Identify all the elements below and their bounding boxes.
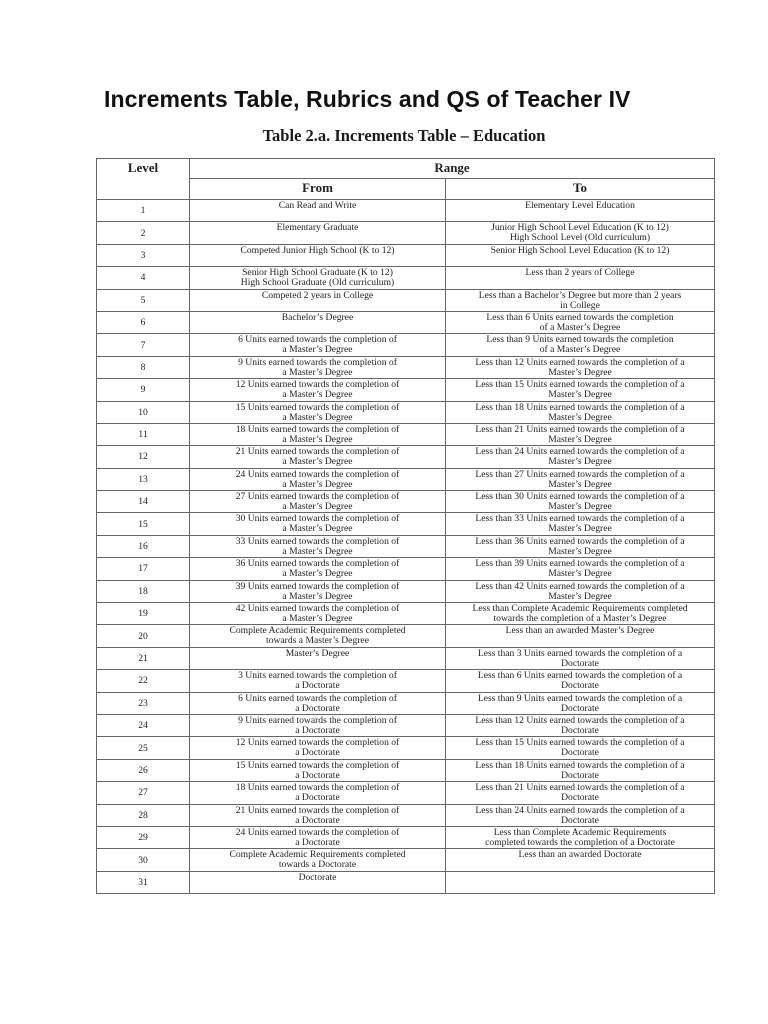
level-cell: 19 bbox=[97, 603, 190, 625]
table-row bbox=[97, 334, 715, 356]
to-cell: Less than an awarded Doctorate bbox=[446, 849, 715, 871]
to-cell: Less than 36 Units earned towards the completion of a Master’s Degree bbox=[446, 535, 715, 557]
level-cell: 16 bbox=[97, 535, 190, 557]
from-cell: 12 Units earned towards the completion of a Master’s Degree bbox=[190, 379, 446, 401]
to-cell: Less than 42 Units earned towards the completion of a Master’s Degree bbox=[446, 580, 715, 602]
table-row bbox=[97, 871, 715, 893]
to-cell: Less than 18 Units earned towards the completion of a Doctorate bbox=[446, 759, 715, 781]
level-cell: 6 bbox=[97, 311, 190, 333]
table-body bbox=[97, 200, 715, 894]
level-cell: 28 bbox=[97, 804, 190, 826]
level-cell: 2 bbox=[97, 222, 190, 244]
level-cell: 29 bbox=[97, 826, 190, 848]
from-cell: Doctorate bbox=[190, 871, 446, 893]
header-level: Level bbox=[97, 159, 190, 200]
increments-table bbox=[96, 158, 715, 894]
table-row bbox=[97, 670, 715, 692]
to-cell: Less than 21 Units earned towards the completion of a Master’s Degree bbox=[446, 423, 715, 445]
to-cell bbox=[446, 871, 715, 893]
table-row bbox=[97, 200, 715, 222]
from-cell: 6 Units earned towards the completion of a Doctorate bbox=[190, 692, 446, 714]
level-cell: 21 bbox=[97, 647, 190, 669]
level-cell: 18 bbox=[97, 580, 190, 602]
level-cell: 11 bbox=[97, 423, 190, 445]
table-row bbox=[97, 804, 715, 826]
level-cell: 15 bbox=[97, 513, 190, 535]
to-cell: Senior High School Level Education (K to 12) bbox=[446, 244, 715, 266]
to-cell: Less than 18 Units earned towards the completion of a Master’s Degree bbox=[446, 401, 715, 423]
from-cell: 3 Units earned towards the completion of a Doctorate bbox=[190, 670, 446, 692]
to-cell: Less than 9 Units earned towards the completion of a Master’s Degree bbox=[446, 334, 715, 356]
from-cell: 27 Units earned towards the completion of a Master’s Degree bbox=[190, 491, 446, 513]
level-cell: 8 bbox=[97, 356, 190, 378]
to-cell: Less than 21 Units earned towards the completion of a Doctorate bbox=[446, 782, 715, 804]
table-row bbox=[97, 759, 715, 781]
to-cell: Junior High School Level Education (K to 12) High School Level (Old curriculum) bbox=[446, 222, 715, 244]
level-cell: 31 bbox=[97, 871, 190, 893]
table-row bbox=[97, 849, 715, 871]
table-row bbox=[97, 401, 715, 423]
level-cell: 7 bbox=[97, 334, 190, 356]
table-row bbox=[97, 491, 715, 513]
from-cell: 33 Units earned towards the completion of a Master’s Degree bbox=[190, 535, 446, 557]
level-cell: 26 bbox=[97, 759, 190, 781]
from-cell: Competed Junior High School (K to 12) bbox=[190, 244, 446, 266]
table-header bbox=[97, 159, 715, 200]
from-cell: 21 Units earned towards the completion of a Master’s Degree bbox=[190, 446, 446, 468]
to-cell: Less than 27 Units earned towards the completion of a Master’s Degree bbox=[446, 468, 715, 490]
from-cell: Master’s Degree bbox=[190, 647, 446, 669]
table-row bbox=[97, 714, 715, 736]
to-cell: Less than 33 Units earned towards the completion of a Master’s Degree bbox=[446, 513, 715, 535]
to-cell: Less than a Bachelor’s Degree but more than 2 years in College bbox=[446, 289, 715, 311]
level-cell: 4 bbox=[97, 267, 190, 289]
level-cell: 13 bbox=[97, 468, 190, 490]
table-row bbox=[97, 782, 715, 804]
to-cell: Less than 15 Units earned towards the completion of a Master’s Degree bbox=[446, 379, 715, 401]
from-cell: 9 Units earned towards the completion of a Doctorate bbox=[190, 714, 446, 736]
level-cell: 12 bbox=[97, 446, 190, 468]
header-range: Range bbox=[190, 159, 715, 179]
from-cell: Senior High School Graduate (K to 12) High School Graduate (Old curriculum) bbox=[190, 267, 446, 289]
to-cell: Less than Complete Academic Requirements completed towards the completion of a Master’s Degree bbox=[446, 603, 715, 625]
from-cell: 24 Units earned towards the completion of a Doctorate bbox=[190, 826, 446, 848]
table-row bbox=[97, 356, 715, 378]
from-cell: 30 Units earned towards the completion of a Master’s Degree bbox=[190, 513, 446, 535]
level-cell: 5 bbox=[97, 289, 190, 311]
from-cell: 21 Units earned towards the completion of a Doctorate bbox=[190, 804, 446, 826]
table-row bbox=[97, 692, 715, 714]
table-title: Table 2.a. Increments Table – Education bbox=[262, 126, 546, 145]
to-cell: Less than Complete Academic Requirements completed towards the completion of a Doctorate bbox=[446, 826, 715, 848]
level-cell: 23 bbox=[97, 692, 190, 714]
from-cell: 9 Units earned towards the completion of a Master’s Degree bbox=[190, 356, 446, 378]
to-cell: Less than 39 Units earned towards the completion of a Master’s Degree bbox=[446, 558, 715, 580]
to-cell: Less than 6 Units earned towards the completion of a Master’s Degree bbox=[446, 311, 715, 333]
table-row bbox=[97, 535, 715, 557]
from-cell: Competed 2 years in College bbox=[190, 289, 446, 311]
table-row bbox=[97, 379, 715, 401]
from-cell: Elementary Graduate bbox=[190, 222, 446, 244]
table-row bbox=[97, 423, 715, 445]
table-row bbox=[97, 311, 715, 333]
table-row bbox=[97, 826, 715, 848]
from-cell: 42 Units earned towards the completion of a Master’s Degree bbox=[190, 603, 446, 625]
level-cell: 24 bbox=[97, 714, 190, 736]
level-cell: 17 bbox=[97, 558, 190, 580]
from-cell: 36 Units earned towards the completion of a Master’s Degree bbox=[190, 558, 446, 580]
from-cell: Complete Academic Requirements completed towards a Doctorate bbox=[190, 849, 446, 871]
to-cell: Less than 3 Units earned towards the completion of a Doctorate bbox=[446, 647, 715, 669]
from-cell: Complete Academic Requirements completed towards a Master’s Degree bbox=[190, 625, 446, 647]
to-cell: Less than an awarded Master’s Degree bbox=[446, 625, 715, 647]
table-row bbox=[97, 513, 715, 535]
table-row bbox=[97, 580, 715, 602]
level-cell: 3 bbox=[97, 244, 190, 266]
table-row bbox=[97, 244, 715, 266]
to-cell: Less than 24 Units earned towards the completion of a Doctorate bbox=[446, 804, 715, 826]
level-cell: 27 bbox=[97, 782, 190, 804]
level-cell: 25 bbox=[97, 737, 190, 759]
from-cell: 24 Units earned towards the completion of a Master’s Degree bbox=[190, 468, 446, 490]
table-row bbox=[97, 289, 715, 311]
from-cell: Can Read and Write bbox=[190, 200, 446, 222]
to-cell: Less than 2 years of College bbox=[446, 267, 715, 289]
table-row bbox=[97, 737, 715, 759]
from-cell: 6 Units earned towards the completion of a Master’s Degree bbox=[190, 334, 446, 356]
header-from: From bbox=[190, 179, 446, 200]
to-cell: Less than 6 Units earned towards the completion of a Doctorate bbox=[446, 670, 715, 692]
to-cell: Less than 15 Units earned towards the completion of a Doctorate bbox=[446, 737, 715, 759]
level-cell: 22 bbox=[97, 670, 190, 692]
to-cell: Less than 9 Units earned towards the completion of a Doctorate bbox=[446, 692, 715, 714]
to-cell: Less than 24 Units earned towards the completion of a Master’s Degree bbox=[446, 446, 715, 468]
to-cell: Elementary Level Education bbox=[446, 200, 715, 222]
level-cell: 14 bbox=[97, 491, 190, 513]
to-cell: Less than 30 Units earned towards the completion of a Master’s Degree bbox=[446, 491, 715, 513]
table-row bbox=[97, 647, 715, 669]
from-cell: 12 Units earned towards the completion of a Doctorate bbox=[190, 737, 446, 759]
table-row bbox=[97, 446, 715, 468]
level-cell: 1 bbox=[97, 200, 190, 222]
table-row bbox=[97, 222, 715, 244]
level-cell: 30 bbox=[97, 849, 190, 871]
from-cell: 39 Units earned towards the completion of a Master’s Degree bbox=[190, 580, 446, 602]
table-row bbox=[97, 468, 715, 490]
table-row bbox=[97, 603, 715, 625]
level-cell: 9 bbox=[97, 379, 190, 401]
from-cell: 15 Units earned towards the completion of a Master’s Degree bbox=[190, 401, 446, 423]
from-cell: 18 Units earned towards the completion of a Doctorate bbox=[190, 782, 446, 804]
level-cell: 20 bbox=[97, 625, 190, 647]
to-cell: Less than 12 Units earned towards the completion of a Master’s Degree bbox=[446, 356, 715, 378]
from-cell: 15 Units earned towards the completion of a Doctorate bbox=[190, 759, 446, 781]
to-cell: Less than 12 Units earned towards the completion of a Doctorate bbox=[446, 714, 715, 736]
level-cell: 10 bbox=[97, 401, 190, 423]
from-cell: 18 Units earned towards the completion of a Master’s Degree bbox=[190, 423, 446, 445]
table-row bbox=[97, 267, 715, 289]
document-title: Increments Table, Rubrics and QS of Teacher IV bbox=[104, 86, 631, 112]
header-to: To bbox=[446, 179, 715, 200]
table-row bbox=[97, 558, 715, 580]
table-row bbox=[97, 625, 715, 647]
from-cell: Bachelor’s Degree bbox=[190, 311, 446, 333]
